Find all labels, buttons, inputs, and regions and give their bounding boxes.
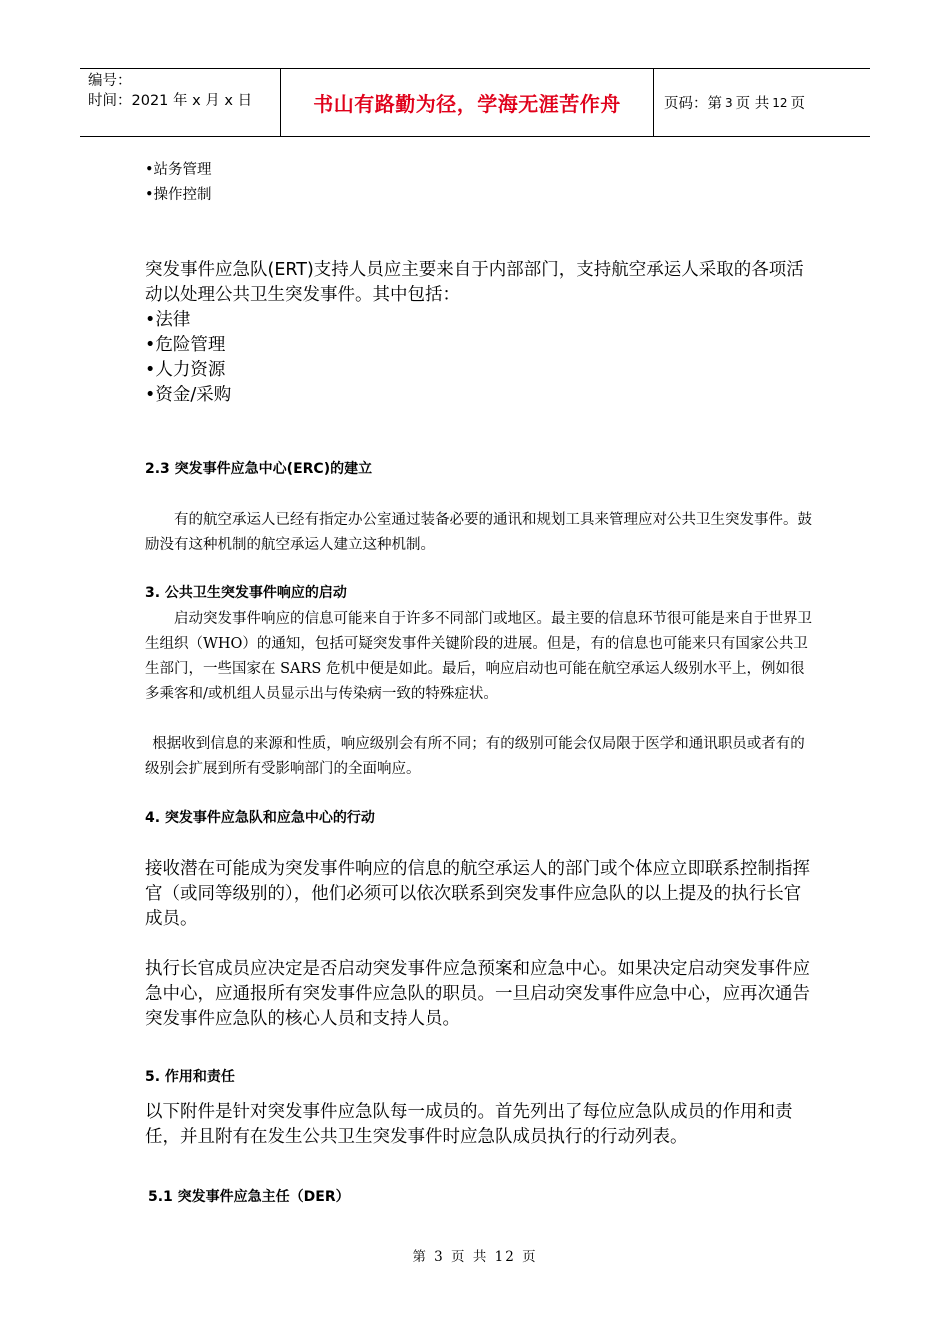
section-4-paragraph-2: 执行长官成员应决定是否启动突发事件应急预案和应急中心。如果决定启动突发事件应急中心，应通报所有突发事件应急队的职员。一旦启动突发事件应急中心，应再次通告突发事件应急队的核心人员和支持人员。 [145,959,810,1029]
section-5-1-heading: 5.1 突发事件应急主任（DER） [148,1189,350,1205]
list-item: •危险管理 [145,335,226,355]
ert-paragraph: 突发事件应急队(ERT)支持人员应主要来自于内部部门，支持航空承运人采取的各项活动以处理公共卫生突发事件。其中包括： [145,260,804,305]
page-mid: 页 共 [735,96,770,112]
ert-section [145,258,815,408]
list-item: •法律 [145,310,191,330]
page-total: 12 [772,95,788,110]
page-footer: 第 3 页 共 12 页 [412,1249,538,1265]
header-info-cell [80,69,281,136]
section-5-paragraph: 以下附件是针对突发事件应急队每一成员的。首先列出了每位应急队成员的作用和责任，并且附有在发生公共卫生突发事件时应急队成员执行的行动列表。 [145,1102,793,1147]
list-item: •操作控制 [145,187,212,203]
section-4-heading: 4. 突发事件应急队和应急中心的行动 [145,810,375,826]
list-item: •人力资源 [145,360,226,380]
section-2-3-paragraph: 有的航空承运人已经有指定办公室通过装备必要的通讯和规划工具来管理应对公共卫生突发事件。鼓励没有这种机制的航空承运人建立这种机制。 [145,512,812,553]
header-motto: 书山有路勤为径，学海无涯苦作舟 [281,69,654,136]
top-bullet-list [145,158,815,208]
page-header [80,68,870,137]
section-4-paragraph-1: 接收潜在可能成为突发事件响应的信息的航空承运人的部门或个体应立即联系控制指挥官（或同等级别的），他们必须可以依次联系到突发事件应急队的以上提及的执行长官成员。 [145,859,810,929]
header-page-number [654,69,870,136]
number-label: 编号： [88,73,132,89]
section-3-paragraph-1: 启动突发事件响应的信息可能来自于许多不同部门或地区。最主要的信息环节很可能是来自于世界卫生组织（WHO）的通知，包括可疑突发事件关键阶段的进展。但是，有的信息也可能来只有国家公共卫生部门，一些国家在 SARS 危机中便是如此。最后，响应启动也可能在航空承运人级别水平上，例如很多乘客和/或机组人员显示出与传染病一致的特殊症状。 [145,611,812,702]
section-3-heading: 3. 公共卫生突发事件响应的启动 [145,585,347,601]
section-2-3-heading: 2.3 突发事件应急中心(ERC)的建立 [145,461,373,477]
section-3-paragraph-2: 根据收到信息的来源和性质，响应级别会有所不同；有的级别可能会仅局限于医学和通讯职员或者有的级别会扩展到所有受影响部门的全面响应。 [145,736,805,777]
list-item: •站务管理 [145,162,212,178]
page-prefix: 页码：第 [664,96,722,112]
time-label: 时间：2021 年 x 月 x 日 [88,93,253,109]
page-current: 3 [725,95,733,110]
list-item: •资金/采购 [145,385,232,405]
section-5-heading: 5. 作用和责任 [145,1069,235,1085]
page-suffix: 页 [790,96,806,112]
